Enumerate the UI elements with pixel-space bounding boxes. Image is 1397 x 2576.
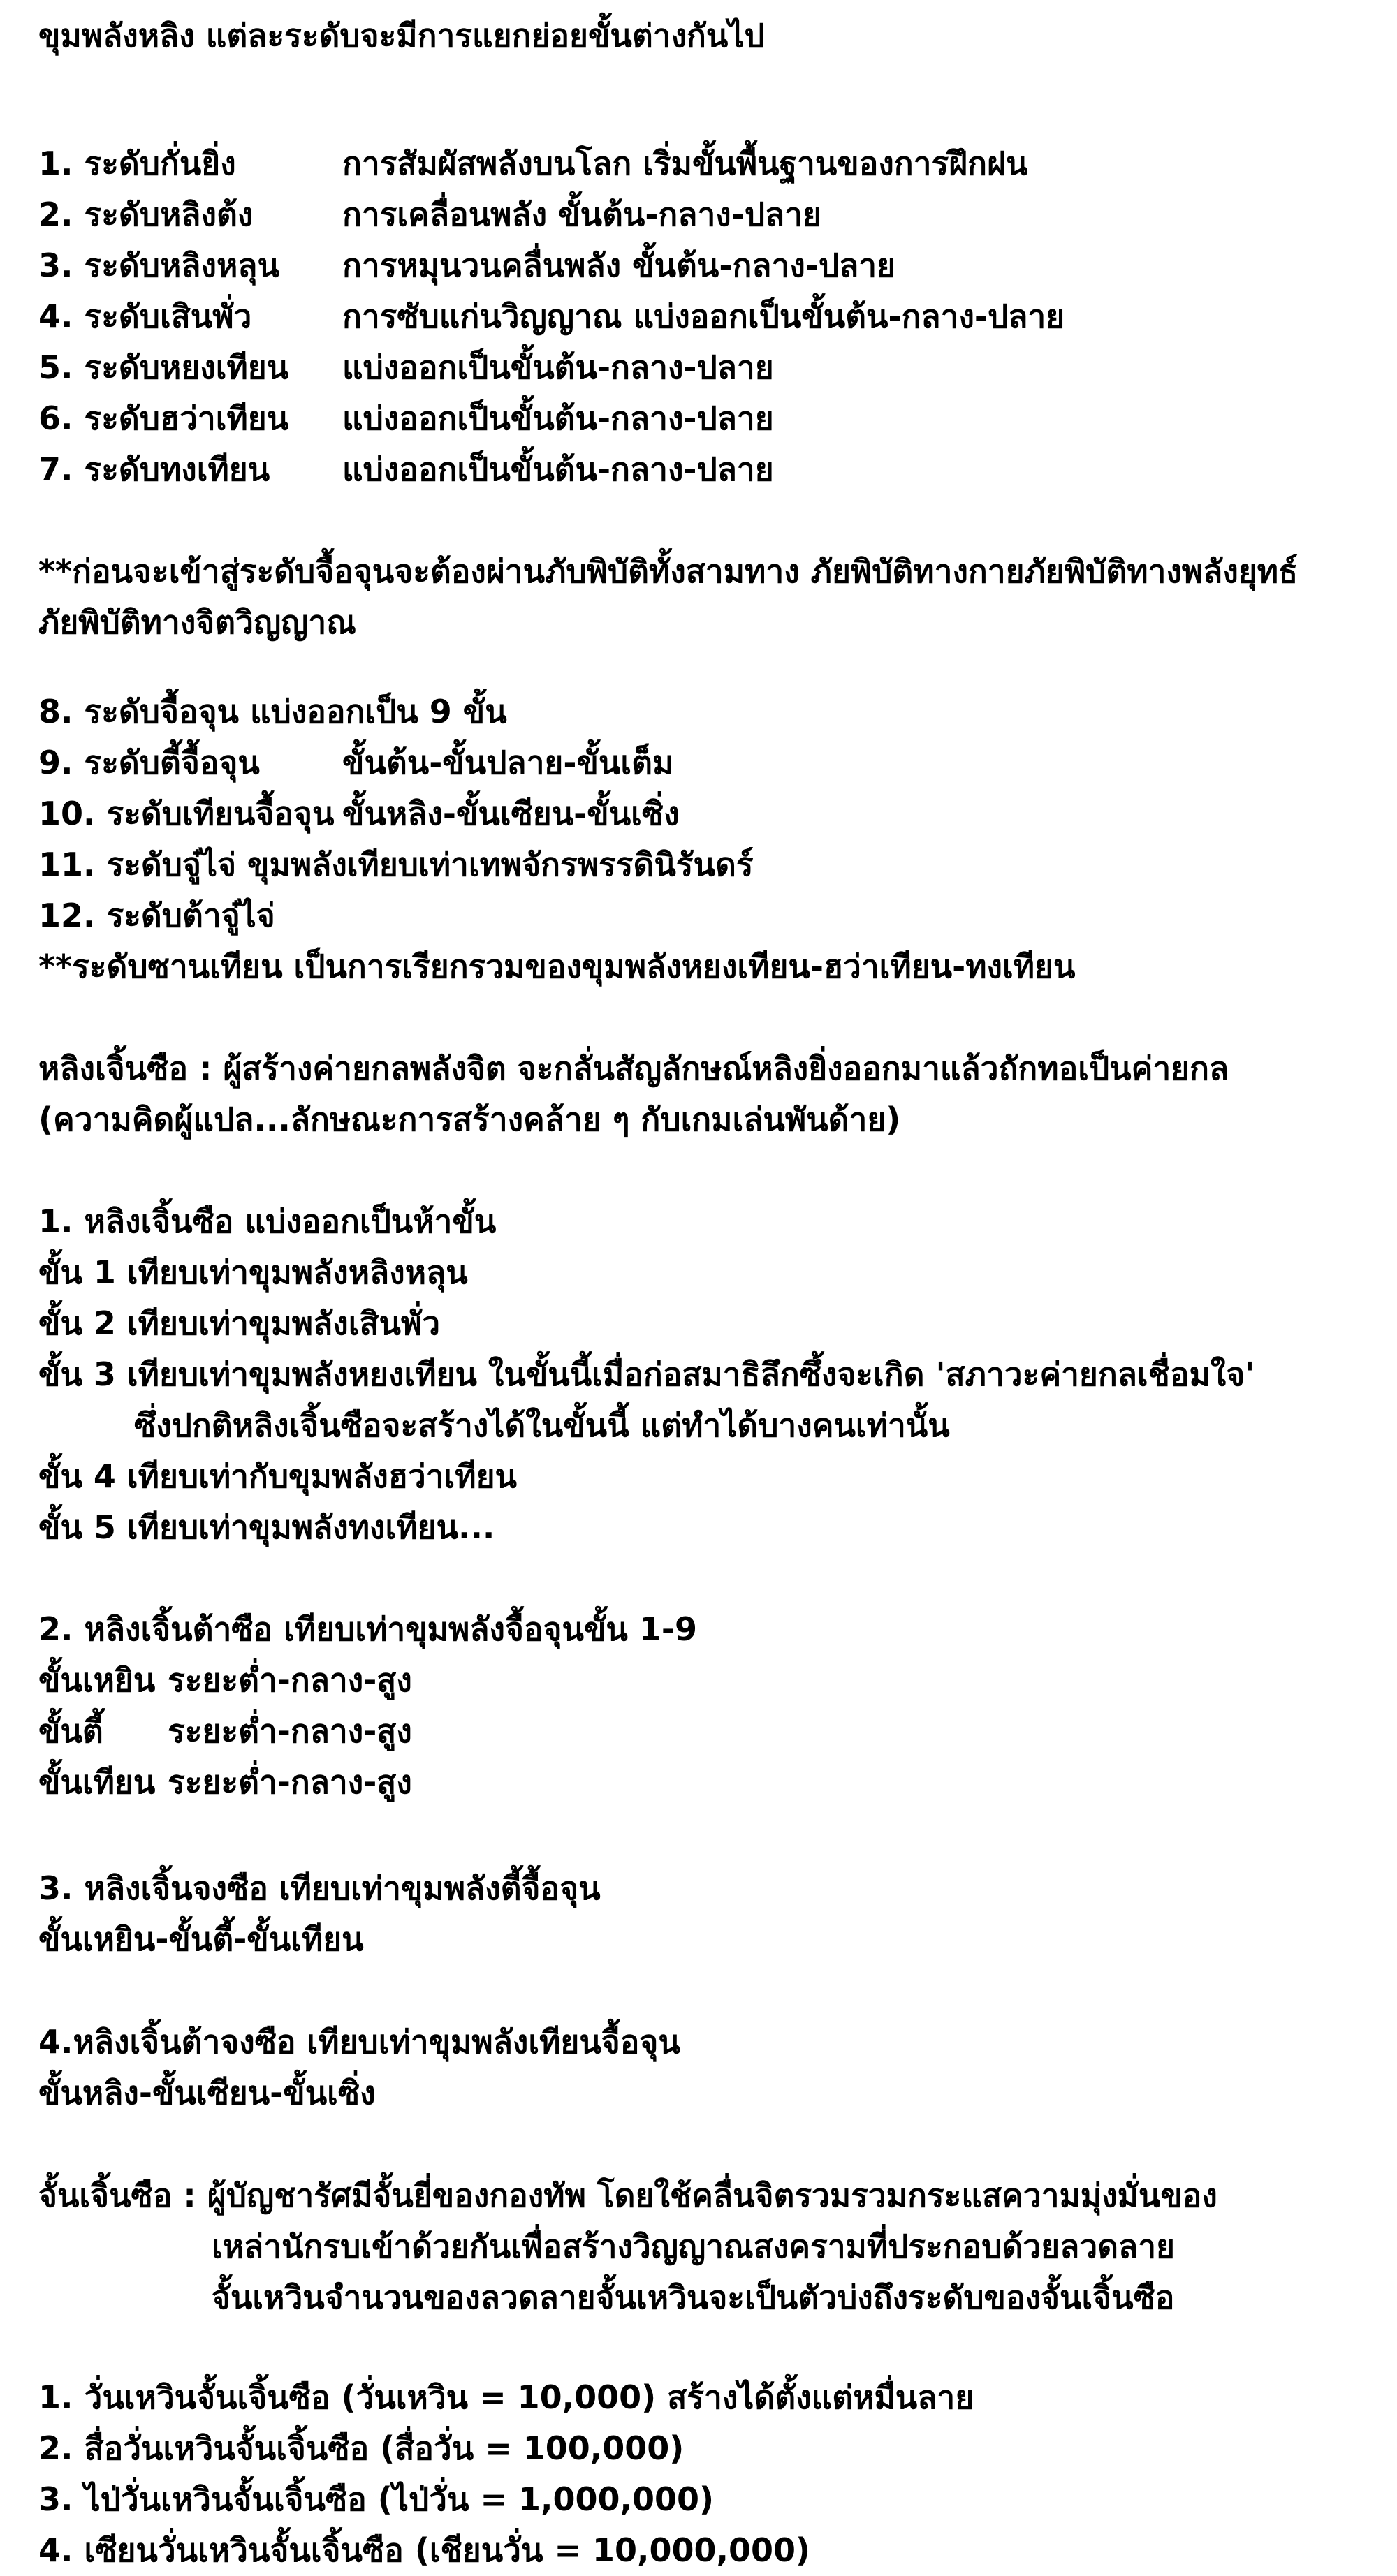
- upper-levels-list: [38, 686, 1369, 992]
- intro-heading: ขุมพลังหลิง แต่ละระดับจะมีการแยกย่อยขั้นต่างกันไป: [38, 17, 765, 54]
- upper-level-label: 9. ระดับตี้จื้อจุน: [38, 744, 260, 781]
- zhanwen-item: 3. ไป่วั่นเหวินจั้นเจิ้นซือ (ไป่วั่น = 1,000,000): [38, 2480, 715, 2518]
- level-row: [38, 393, 1369, 444]
- santian-note: **ระดับซานเทียน เป็นการเรียกรวมของขุมพลังหยงเทียน-ฮว่าเทียน-ทงเทียน: [38, 948, 1076, 985]
- rank1-step3-continuation: ซึ่งปกติหลิงเจิ้นซือจะสร้างได้ในขั้นนี้ แต่ทำได้บางคนเท่านั้น: [134, 1406, 950, 1444]
- rank1-step4: ขั้น 4 เทียบเท่ากับขุมพลังฮว่าเทียน: [38, 1457, 517, 1495]
- zhanwen-item: 1. วั่นเหวินจั้นเจิ้นซือ (วั่นเหวิน = 10,000) สร้างได้ตั้งแต่หมื่นลาย: [38, 2378, 974, 2416]
- level-row: [38, 444, 1369, 495]
- lingzhenshi-rank2: [38, 1604, 1369, 1808]
- zhanwen-list: [38, 2372, 1369, 2576]
- level-label: 1. ระดับกั่นยิ่ง: [38, 145, 236, 182]
- rank2-row-label: ขั้นเหยิน: [38, 1661, 156, 1699]
- level-desc: การสัมผัสพลังบนโลก เริ่มขั้นพื้นฐานของการฝึกฝน: [342, 145, 1028, 182]
- rank1-title: 1. หลิงเจิ้นซือ แบ่งออกเป็นห้าขั้น: [38, 1202, 497, 1240]
- upper-level-row: [38, 890, 1369, 941]
- rank3-line: ขั้นเหยิน-ขั้นตี้-ขั้นเทียน: [38, 1920, 364, 1958]
- level-label: 4. ระดับเสินพั่ว: [38, 297, 252, 335]
- upper-level-row: [38, 737, 1369, 788]
- rank2-row-desc: ระยะต่ำ-กลาง-สูง: [168, 1712, 412, 1750]
- upper-level-label: 8. ระดับจื้อจุน แบ่งออกเป็น 9 ขั้น: [38, 693, 507, 730]
- rank2-row: [38, 1655, 1369, 1706]
- lingzhenshi-rank1: [38, 1196, 1369, 1553]
- rank1-step5: ขั้น 5 เทียบเท่าขุมพลังทงเทียน...: [38, 1508, 495, 1546]
- level-desc: การซับแก่นวิญญาณ แบ่งออกเป็นขั้นต้น-กลาง-ปลาย: [342, 297, 1065, 335]
- rank4-title: 4.หลิงเจิ้นต้าจงซือ เทียบเท่าขุมพลังเทียนจื้อจุน: [38, 2023, 680, 2061]
- lingzhenshi-intro-line2: (ความคิดผู้แปล...ลักษณะการสร้างคล้าย ๆ กับเกมเล่นพันด้าย): [38, 1101, 901, 1138]
- rank2-row-desc: ระยะต่ำ-กลาง-สูง: [168, 1763, 412, 1801]
- upper-level-desc: ขั้นต้น-ขั้นปลาย-ขั้นเต็ม: [342, 744, 674, 781]
- upper-level-row: [38, 839, 1369, 890]
- zhanzhenshi-intro: [38, 2170, 1369, 2323]
- level-label: 3. ระดับหลิงหลุน: [38, 246, 279, 284]
- level-row: [38, 342, 1369, 393]
- upper-level-label: 11. ระดับจู๋ไจ่ ขุมพลังเทียบเท่าเทพจักรพรรดินิรันดร์: [38, 846, 754, 883]
- zhanwen-item: 4. เซียนวั่นเหวินจั้นเจิ้นซือ (เชียนวั่น = 10,000,000): [38, 2531, 811, 2569]
- upper-level-label: 10. ระดับเทียนจื้อจุน: [38, 795, 335, 832]
- tribulation-note: [38, 546, 1369, 648]
- rank2-row-label: ขั้นเทียน: [38, 1763, 156, 1801]
- level-row: [38, 138, 1369, 189]
- lingzhenshi-intro-line1: หลิงเจิ้นซือ : ผู้สร้างค่ายกลพลังจิต จะกลั่นสัญลักษณ์หลิงยิ่งออกมาแล้วถักทอเป็นค่ายกล: [38, 1050, 1229, 1087]
- zhanzhenshi-line1: จั้นเจิ้นซือ : ผู้บัญชารัศมีจั้นยี่ของกองทัพ โดยใช้คลื่นจิตรวมรวมกระแสความมุ่งมั่นของ: [38, 2177, 1217, 2214]
- rank1-step1: ขั้น 1 เทียบเท่าขุมพลังหลิงหลุน: [38, 1253, 468, 1291]
- rank2-row-label: ขั้นตี้: [38, 1712, 103, 1750]
- zhanzhenshi-line3: จั้นเหวินจำนวนของลวดลายจั้นเหวินจะเป็นตัวบ่งถึงระดับของจั้นเจิ้นซือ: [212, 2279, 1175, 2316]
- upper-level-row: [38, 788, 1369, 839]
- level-desc: แบ่งออกเป็นขั้นต้น-กลาง-ปลาย: [342, 348, 774, 386]
- lingzhenshi-intro: [38, 1043, 1369, 1145]
- level-desc: การเคลื่อนพลัง ขั้นต้น-กลาง-ปลาย: [342, 196, 822, 233]
- rank1-step2: ขั้น 2 เทียบเท่าขุมพลังเสินพั่ว: [38, 1304, 441, 1342]
- level-desc: แบ่งออกเป็นขั้นต้น-กลาง-ปลาย: [342, 450, 774, 488]
- level-label: 6. ระดับฮว่าเทียน: [38, 399, 289, 437]
- level-row: [38, 189, 1369, 240]
- rank1-step3: ขั้น 3 เทียบเท่าขุมพลังหยงเทียน ในขั้นนี้เมื่อก่อสมาธิลึกซึ้งจะเกิด 'สภาวะค่ายกลเชื่อมใจ': [38, 1355, 1255, 1393]
- level-desc: การหมุนวนคลื่นพลัง ขั้นต้น-กลาง-ปลาย: [342, 246, 896, 284]
- rank3-title: 3. หลิงเจิ้นจงซือ เทียบเท่าขุมพลังตี้จื้อจุน: [38, 1869, 601, 1907]
- upper-level-desc: ขั้นหลิง-ขั้นเซียน-ขั้นเซิ่ง: [342, 795, 680, 832]
- rank2-title: 2. หลิงเจิ้นต้าซือ เทียบเท่าขุมพลังจื้อจุนขั้น 1-9: [38, 1610, 697, 1648]
- level-row: [38, 240, 1369, 291]
- level-desc: แบ่งออกเป็นขั้นต้น-กลาง-ปลาย: [342, 399, 774, 437]
- power-levels-list: [38, 138, 1369, 495]
- tribulation-note-line2: ภัยพิบัติทางจิตวิญญาณ: [38, 603, 356, 641]
- level-label: 5. ระดับหยงเทียน: [38, 348, 289, 386]
- lingzhenshi-rank4: [38, 2017, 1369, 2119]
- level-label: 7. ระดับทงเทียน: [38, 450, 270, 488]
- rank4-line: ขั้นหลิง-ขั้นเซียน-ขั้นเซิ่ง: [38, 2074, 376, 2112]
- upper-level-label: 12. ระดับต้าจู๋ไจ่: [38, 897, 275, 934]
- level-label: 2. ระดับหลิงต้ง: [38, 196, 254, 233]
- rank2-row: [38, 1757, 1369, 1808]
- zhanzhenshi-line2: เหล่านักรบเข้าด้วยกันเพื่อสร้างวิญญาณสงครามที่ประกอบด้วยลวดลาย: [212, 2228, 1175, 2265]
- rank2-row: [38, 1706, 1369, 1757]
- upper-level-row: [38, 686, 1369, 737]
- level-row: [38, 291, 1369, 342]
- tribulation-note-line1: **ก่อนจะเข้าสู่ระดับจื้อจุนจะต้องผ่านภับพิบัติทั้งสามทาง ภัยพิบัติทางกายภัยพิบัติทางพลังยุทธ์: [38, 552, 1299, 590]
- rank2-row-desc: ระยะต่ำ-กลาง-สูง: [168, 1661, 412, 1699]
- lingzhenshi-rank3: [38, 1863, 1369, 1965]
- zhanwen-item: 2. สื่อวั่นเหวินจั้นเจิ้นซือ (สื่อวั่น = 100,000): [38, 2429, 685, 2467]
